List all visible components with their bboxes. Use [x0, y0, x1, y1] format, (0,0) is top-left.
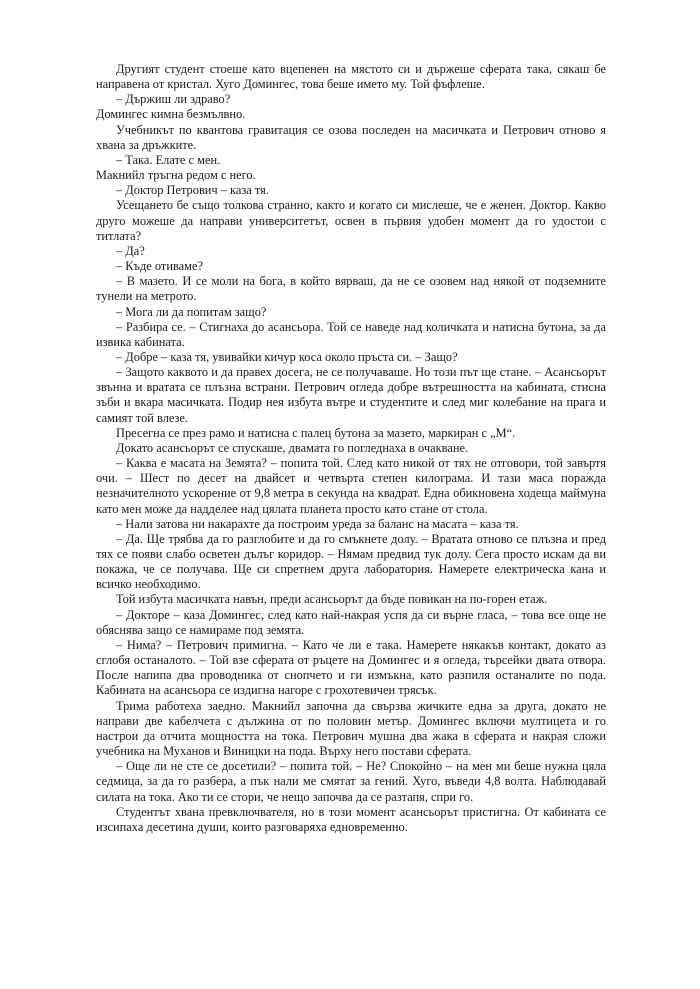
paragraph: Той избута масичката навън, преди асансьорът да бъде повикан на по-горен етаж.	[116, 592, 548, 607]
document-body	[96, 62, 606, 835]
paragraph: Пресегна се през рамо и натисна с палец бутона за мазето, маркиран с „М“.	[116, 425, 516, 440]
paragraph: – Добре – каза тя, увивайки кичур коса около пръста си. – Защо?	[116, 349, 458, 364]
paragraph: – Нали затова ни накарахте да построим уреда за баланс на масата – каза тя.	[116, 516, 519, 531]
paragraph: – Доктор Петрович – каза тя.	[116, 183, 269, 198]
paragraph: – Държиш ли здраво?	[116, 92, 231, 107]
paragraph: Домингес кимна безмълвно.	[96, 107, 246, 122]
paragraph: Макнийл тръгна редом с него.	[96, 168, 256, 183]
paragraph: – Още ли не сте се досетили? – попита той. – Не? Спокойно – на мен ми беше нужна цяла седмица, за да го разбера, а пък нали ме смятат за гений. Хуго, въведи 4,8 волта. Наблюдавай силата на тока. Ако ти се стори, че нещо започва да се разтапя, спри го.	[96, 759, 606, 804]
paragraph: – Защото каквото и да правех досега, не се получаваше. Но този път ще стане. – Асансьорът звънна и вратата се плъзна встрани. Петрович огледа добре вътрешността на кабината, стисна зъби и вкара масичката. Подир нея избута вътре и студентите и след миг колебание на прага и самият той влезе.	[96, 365, 606, 425]
paragraph: Трима работеха заедно. Макнийл започна да свързва жичките една за друга, докато не направи две кабелчета с дължина от по половин метър. Домингес включи мултицета и го настрои да отчита мощността на тока. Петрович мушна два жака в сферата и накрая сложи учебника на Муханов и Виницки на пода. Върху него постави сферата.	[96, 698, 606, 759]
paragraph: Учебникът по квантова гравитация се озова последен на масичката и Петрович отново я хвана за дръжките.	[96, 122, 606, 152]
paragraph: – Да?	[116, 243, 145, 258]
paragraph: Докато асансьорът се спускаше, двамата го погледнаха в очакване.	[116, 440, 469, 455]
paragraph: – Каква е масата на Земята? – попита той. След като никой от тях не отговори, той завъртя очи. – Шест по десет на двайсет и четвърта степен килограма. И тази маса поражда незначителното ускорение от 9,8 метра в секунда на квадрат. Една обикновена ходеща маймуна като мен може да надделее над цялата планета просто като стане от стола.	[96, 456, 606, 516]
paragraph: – Разбира се. – Стигнаха до асансьора. Той се наведе над количката и натисна бутона, за да извика кабината.	[96, 319, 606, 349]
paragraph: – Докторе – каза Домингес, след като най-накрая успя да си върне гласа, – това все още не обяснява защо се намираме под земята.	[96, 607, 606, 637]
paragraph: – Нима? – Петрович примигна. – Като че ли е така. Намерете някакъв контакт, докато аз сглобя останалото. – Той взе сферата от ръцете на Домингес и я огледа, търсейки двата отвора. После напипа два проводника от снопчето и ги измъкна, като разпиля останалите по пода. Кабината на асансьора се издигна нагоре с грохотевичен трясък.	[96, 637, 606, 698]
paragraph: Другият студент стоеше като вцепенен на мястото си и държеше сферата така, сякаш бе направена от кристал. Хуго Домингес, това беше името му. Той фъфлеше.	[96, 62, 606, 92]
paragraph: – Мога ли да попитам защо?	[116, 304, 267, 319]
paragraph: – В мазето. И се моли на бога, в който вярваш, да не се озовем над някой от подземните тунели на метрото.	[96, 274, 606, 304]
paragraph: – Къде отиваме?	[116, 259, 203, 274]
paragraph: – Да. Ще трябва да го разглобите и да го смъкнете долу. – Вратата отново се плъзна и пред тях се появи слабо осветен дълъг коридор. – Нямам предвид тук долу. Сега просто искам да ви покажа, че се получава. Ще си спретнем друга лаборатория. Намерете електрическа кана и всичко необходимо.	[96, 531, 606, 592]
paragraph: Усещането бе също толкова странно, както и когато си мислеше, че е женен. Доктор. Какво друго можеше да направи университетът, освен в първия удобен момент да го удостои с титлата?	[96, 198, 606, 243]
paragraph: Студентът хвана превключвателя, но в този момент асансьорът пристигна. От кабината се изсипаха десетина души, които разговаряха едновременно.	[96, 804, 606, 834]
paragraph: – Така. Елате с мен.	[116, 152, 221, 167]
